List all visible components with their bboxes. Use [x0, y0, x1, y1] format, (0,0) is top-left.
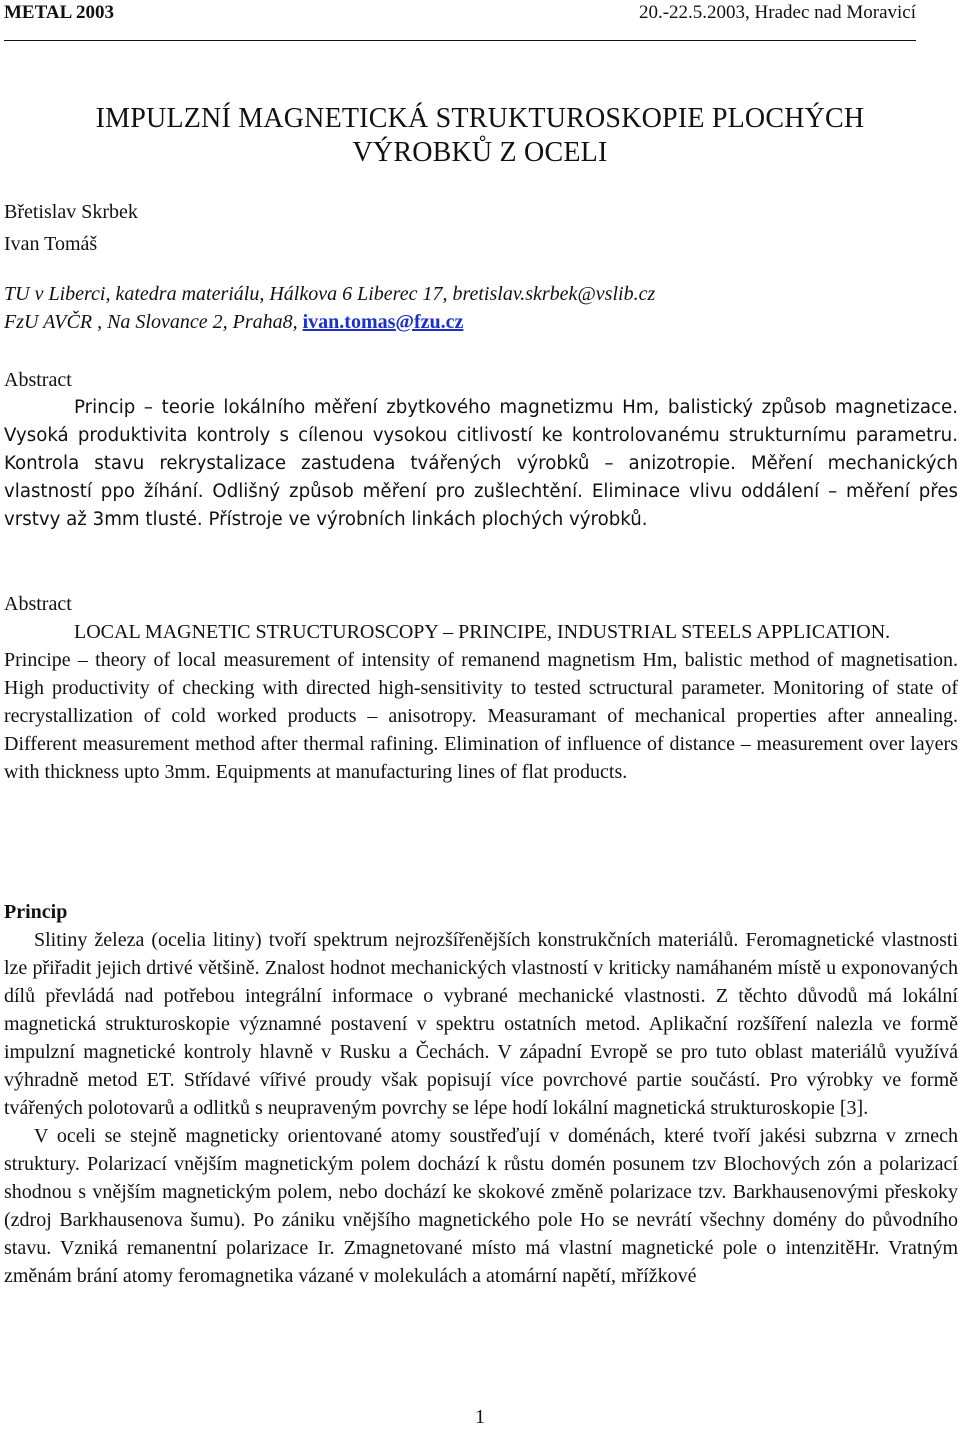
affiliation-2-address: FzU AVČR , Na Slovance 2, Praha8, [4, 311, 303, 333]
abstract-cz-text: Princip – teorie lokálního měření zbytkového magnetizmu Hm, balistický způsob magnetizace. Vysoká produktivita kontroly s cílenou vysokou citlivostí ke kontrolovanému strukturnímu parametru. Kontrola stavu rekrystalizace zastudena tvářených výrobků – anizotropie. Měření mechanických vlastností ppo žíhání. Odlišný způsob měření pro zušlechtění. Eliminace vlivu oddálení – měření přes vrstvy až 3mm tlusté. Přístroje ve výrobních linkách plochých výrobků. [4, 397, 958, 530]
abstract-en-subtitle: LOCAL MAGNETIC STRUCTUROSCOPY – PRINCIPE, INDUSTRIAL STEELS APPLICATION. [74, 621, 891, 643]
abstract-cz-heading: Abstract [4, 369, 72, 391]
author-1: Břetislav Skrbek [4, 201, 138, 223]
author-2: Ivan Tomáš [4, 233, 98, 255]
running-header [4, 2, 916, 42]
princip-heading: Princip [4, 901, 68, 923]
page-number: 1 [475, 1406, 485, 1428]
title-line-1: IMPULZNÍ MAGNETICKÁ STRUKTUROSKOPIE PLOCHÝCH [95, 103, 865, 134]
abstract-en-text: Principe – theory of local measurement of intensity of remanend magnetism Hm, balistic method of magnetisation. High productivity of checking with directed high-sensitivity to tested sctructural parameter. Monitoring of state of recrystallization of cold worked products – anisotropy. Measuramant of mechanical properties after annealing. Different measurement method after thermal rafining. Elimination of influence of distance – measurement over layers with thickness upto 3mm. Equipments at manufacturing lines of flat products. [4, 649, 958, 783]
email-link[interactable]: ivan.tomas@fzu.cz [302, 311, 464, 333]
header-rule [4, 40, 916, 41]
title-line-2: VÝROBKŮ Z OCELI [352, 137, 608, 168]
affiliation-2 [4, 308, 655, 336]
abstract-en-section [4, 590, 958, 786]
abstract-cz-section [4, 366, 958, 534]
author-list [4, 196, 138, 260]
paper-title [0, 102, 960, 170]
affiliation-1: TU v Liberci, katedra materiálu, Hálkova 6 Liberec 17, bretislav.skrbek@vslib.cz [4, 283, 656, 305]
affiliations [4, 280, 655, 336]
princip-section [4, 898, 958, 1290]
princip-paragraph-1: Slitiny železa (ocelia litiny) tvoří spektrum nejrozšířenějších konstrukčních materiálů. Feromagnetické vlastnosti lze přiřadit jejich drtivé většině. Znalost hodnot mechanických vlastností v kriticky namáhaném místě u exponovaných dílů převládá nad potřebou integrální informace o vybrané mechanické vlastnosti. Z těchto důvodů má lokální magnetická strukturoskopie významné postavení v spektru ostatních metod. Aplikační rozšíření nalezla ve formě impulzní magnetické kontroly hlavně v Rusku a Čechách. V západní Evropě se pro tuto oblast materiálů využívá výhradně metod ET. Střídavé vířivé proudy však popisují více povrchové partie součástí. Pro výrobky ve formě tvářených polotovarů a odlitků s neupraveným povrchy se lépe hodí lokální magnetická strukturoskopie [3]. [4, 929, 958, 1119]
abstract-en-heading: Abstract [4, 593, 72, 615]
princip-paragraph-2: V oceli se stejně magneticky orientované atomy soustřeďují v doménách, které tvoří jakési subzrna v zrnech struktury. Polarizací vnějším magnetickým polem dochází k růstu domén posunem tzv Blochových zón a polarizací shodnou s vnějším magnetickým polem, nebo dochází ke skokové změně polarizace tzv. Barkhausenovými přeskoky (zdroj Barkhausenova šumu). Po zániku vnějšího magnetického pole Ho se nevrátí všechny domény do původního stavu. Vzniká remanentní polarizace Ir. Zmagnetované místo má vlastní magnetické pole o intenzitěHr. Vratným změnám brání atomy feromagnetika vázané v molekulách a atomární napětí, mřížkové [4, 1125, 958, 1287]
conference-name: METAL 2003 [4, 2, 114, 23]
conference-dates-place: 20.-22.5.2003, Hradec nad Moravicí [638, 2, 916, 23]
